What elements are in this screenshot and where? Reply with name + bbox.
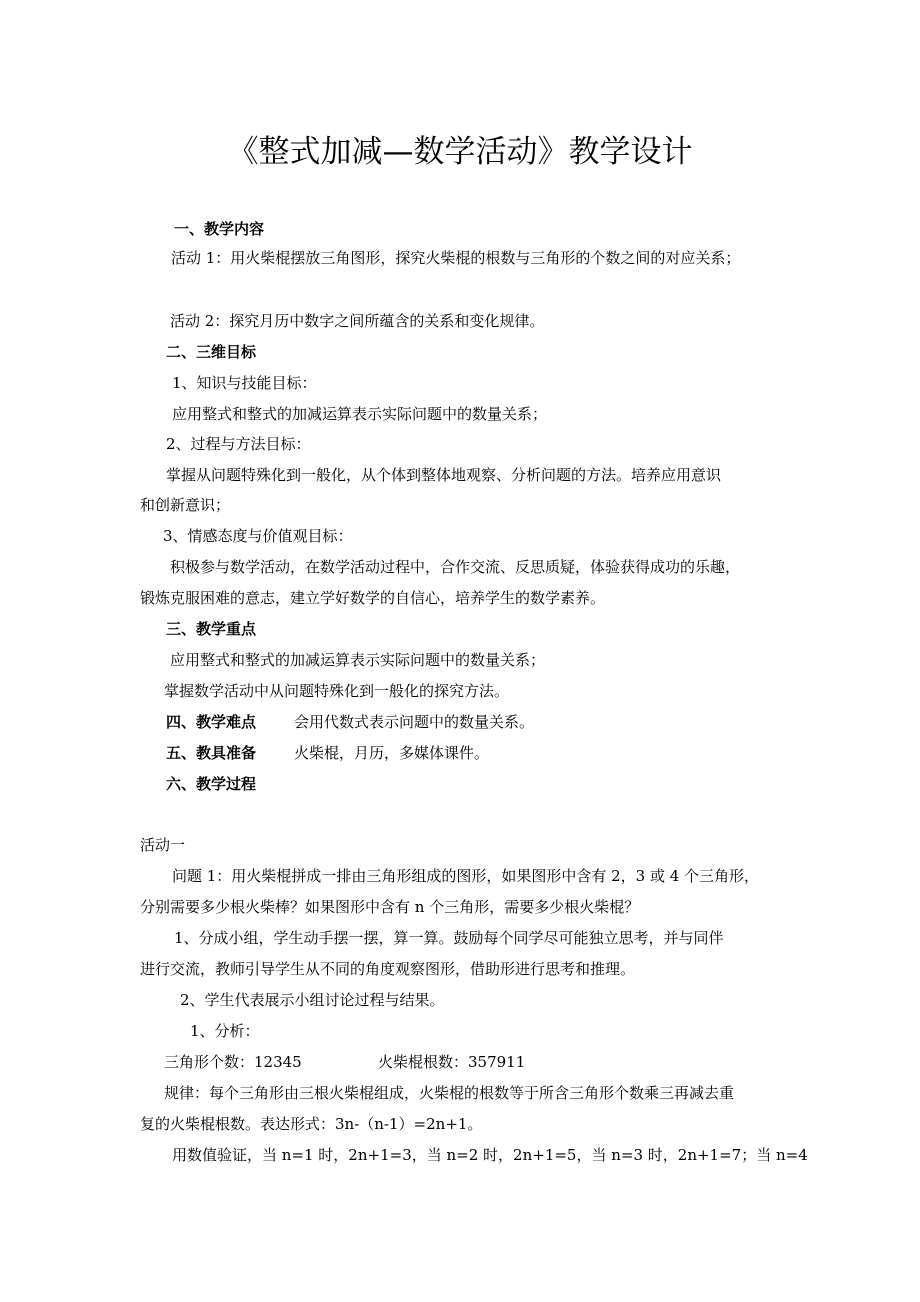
triangle-count: 三角形个数：12345 [164, 1053, 302, 1071]
difficulty-text: 会用代数式表示问题中的数量关系。 [294, 713, 535, 731]
step-1-line-1: 1、分成小组，学生动手摆一摆，算一算。鼓励每个同学尽可能独立思考，并与同伴 [174, 929, 724, 947]
goal-2-text-line-1: 掌握从问题特殊化到一般化，从个体到整体地观察、分析问题的方法。培养应用意识 [166, 466, 722, 484]
goal-2-text-line-2: 和创新意识； [140, 496, 231, 514]
activity-2-text: 活动 2：探究月历中数字之间所蕴含的关系和变化规律。 [170, 312, 545, 330]
rule-line-2: 复的火柴棍根数。表达形式：3n-（n-1）=2n+1。 [140, 1115, 483, 1133]
step-1-line-2: 进行交流，教师引导学生从不同的角度观察图形，借助形进行思考和推理。 [140, 960, 636, 978]
goal-1-label: 1、知识与技能目标： [172, 374, 317, 392]
section-process-heading: 六、教学过程 [166, 775, 257, 793]
materials-row [166, 743, 489, 763]
section-goals-heading: 二、三维目标 [166, 343, 257, 361]
matchstick-count: 火柴棍根数：357911 [378, 1053, 526, 1071]
step-2-text: 2、学生代表展示小组讨论过程与结果。 [180, 991, 445, 1009]
section-materials-heading: 五、教具准备 [166, 744, 257, 762]
section-key-points-heading: 三、教学重点 [166, 620, 257, 638]
goal-3-text-line-1: 积极参与数学活动，在数学活动过程中，合作交流、反思质疑，体验获得成功的乐趣， [170, 558, 741, 576]
goal-3-text-line-2: 锻炼克服困难的意志，建立学好数学的自信心，培养学生的数学素养。 [140, 589, 606, 607]
document-title: 《整式加减—数学活动》教学设计 [227, 134, 693, 170]
section-difficulty-heading: 四、教学难点 [166, 713, 257, 731]
goal-2-label: 2、过程与方法目标： [166, 435, 311, 453]
key-point-2: 掌握数学活动中从问题特殊化到一般化的探究方法。 [164, 682, 510, 700]
rule-line-1: 规律：每个三角形由三根火柴棍组成，火柴棍的根数等于所含三角形个数乘三再减去重 [164, 1084, 735, 1102]
goal-1-text: 应用整式和整式的加减运算表示实际问题中的数量关系； [172, 405, 548, 423]
question-1-line-1: 问题 1：用火柴棍拼成一排由三角形组成的图形，如果图形中含有 2，3 或 4 个三角形， [172, 867, 760, 885]
question-1-line-2: 分别需要多少根火柴棒？如果图形中含有 n 个三角形，需要多少根火柴棍？ [140, 898, 640, 916]
key-point-1: 应用整式和整式的加减运算表示实际问题中的数量关系； [170, 651, 546, 669]
goal-3-label: 3、情感态度与价值观目标： [163, 527, 353, 545]
verification-line: 用数值验证，当 n=1 时，2n+1=3，当 n=2 时，2n+1=5，当 n=3 时，2n+1=7；当 n=4 [172, 1146, 808, 1164]
section-teaching-content-heading: 一、教学内容 [174, 220, 265, 238]
activity-1-text: 活动 1：用火柴棍摆放三角图形，探究火柴棍的根数与三角形的个数之间的对应关系； [171, 249, 741, 267]
difficulty-row [166, 712, 534, 732]
analysis-label: 1、分析： [190, 1022, 260, 1040]
materials-text: 火柴棍，月历，多媒体课件。 [294, 744, 490, 762]
activity-one-label: 活动一 [140, 836, 186, 854]
